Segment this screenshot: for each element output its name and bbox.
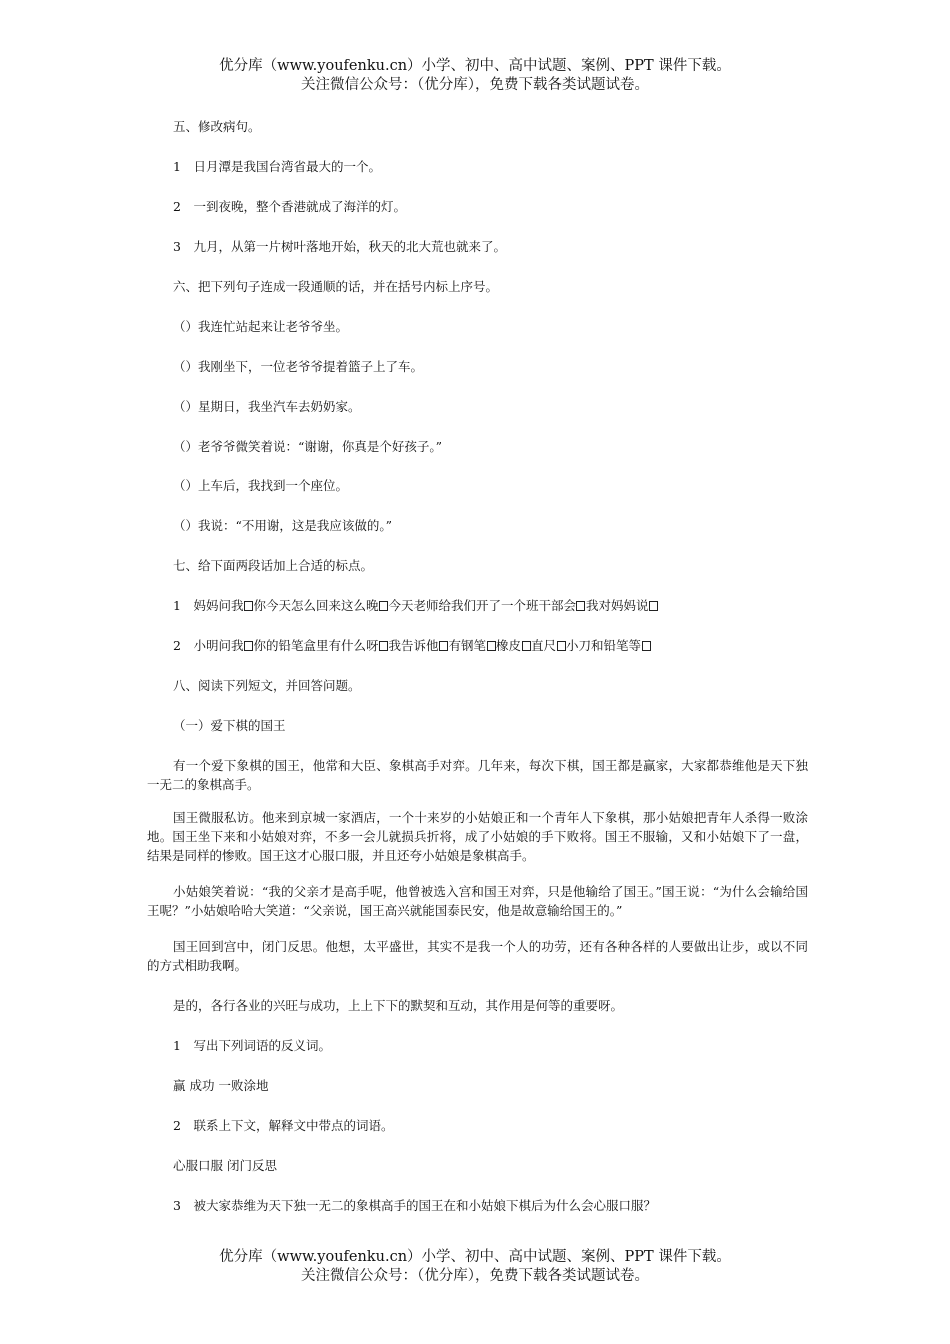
missing-punctuation-box — [522, 641, 531, 651]
missing-punctuation-box — [379, 601, 388, 611]
paragraph-text: 国王回到宫中，闭门反思。他想，太平盛世，其实不是我一个人的功劳，还有各种各样的人要做出让步，或以不同的方式相助我啊。 — [147, 939, 808, 973]
item-2-part: 直尺 — [531, 638, 557, 653]
section-5-title: 五、修改病句。 — [173, 119, 261, 134]
paragraph-text: 国王微服私访。他来到京城一家酒店，一个十来岁的小姑娘正和一个青年人下象棋，那小姑娘把青年人杀得一败涂地。国王坐下来和小姑娘对弈，不多一会儿就损兵折将，成了小姑娘的手下败将。国王不服输，又和小姑娘下了一盘，结果是同样的惨败。国王这才心服口服，并且还夸小姑娘是象棋高手。 — [147, 810, 808, 863]
question-3: 3 被大家恭维为天下独一无二的象棋高手的国王在和小姑娘下棋后为什么会心服口服？ — [173, 1198, 656, 1213]
item-2-part: 小刀和铅笔等 — [566, 638, 642, 653]
missing-punctuation-box — [576, 601, 585, 611]
footer-line-2: 关注微信公众号：（优分库），免费下载各类试题试卷。 — [301, 1268, 649, 1284]
story-paragraph-4 — [147, 937, 808, 975]
story-paragraph-3 — [147, 882, 808, 920]
item-2-part: 2 小明问我 — [173, 638, 244, 653]
item-2-part: 我告诉他 — [388, 638, 439, 653]
missing-punctuation-box — [487, 641, 496, 651]
missing-punctuation-box — [379, 641, 388, 651]
missing-punctuation-box — [244, 641, 253, 651]
page-footer — [0, 1248, 950, 1286]
question-2-words: 心服口服 闭门反思 — [173, 1158, 277, 1173]
item-1-part: 我对妈妈说 — [585, 598, 649, 613]
footer-line-1: 优分库（www.youfenku.cn）小学、初中、高中试题、案例、PPT 课件下载。 — [219, 1249, 731, 1265]
section-8-title: 八、阅读下列短文，并回答问题。 — [173, 678, 361, 693]
item-2-part: 橡皮 — [496, 638, 522, 653]
item-1-part: 你今天怎么回来这么晚 — [253, 598, 379, 613]
section-7-item-1 — [173, 596, 808, 615]
header-line-1: 优分库（www.youfenku.cn）小学、初中、高中试题、案例、PPT 课件下载。 — [219, 58, 731, 74]
header-line-2: 关注微信公众号：（优分库），免费下载各类试题试卷。 — [301, 77, 649, 93]
item-2-part: 有钢笔 — [448, 638, 486, 653]
item-1-part: 今天老师给我们开了一个班干部会 — [388, 598, 576, 613]
section-6-item-6: （）我说：“不用谢，这是我应该做的。” — [173, 518, 393, 533]
section-6-item-5: （）上车后，我找到一个座位。 — [173, 478, 349, 493]
question-2: 2 联系上下文，解释文中带点的词语。 — [173, 1118, 394, 1133]
section-5-item-2: 2 一到夜晚，整个香港就成了海洋的灯。 — [173, 199, 406, 214]
section-6-item-1: （）我连忙站起来让老爷爷坐。 — [173, 319, 349, 334]
section-5-item-1: 1 日月潭是我国台湾省最大的一个。 — [173, 159, 381, 174]
item-1-part: 1 妈妈问我 — [173, 598, 244, 613]
missing-punctuation-box — [642, 641, 651, 651]
missing-punctuation-box — [244, 601, 253, 611]
section-7-item-2 — [173, 636, 808, 655]
missing-punctuation-box — [439, 641, 448, 651]
story-paragraph-5: 是的，各行各业的兴旺与成功，上上下下的默契和互动，其作用是何等的重要呀。 — [173, 998, 624, 1013]
story-paragraph-1 — [147, 756, 808, 794]
section-6-item-4: （）老爷爷微笑着说：“谢谢，你真是个好孩子。” — [173, 439, 443, 454]
section-6-item-2: （）我刚坐下，一位老爷爷提着篮子上了车。 — [173, 359, 424, 374]
story-paragraph-2 — [147, 808, 808, 865]
missing-punctuation-box — [649, 601, 658, 611]
paragraph-text: 有一个爱下象棋的国王，他常和大臣、象棋高手对弈。几年来，每次下棋，国王都是赢家，大家都恭维他是天下独一无二的象棋高手。 — [147, 758, 808, 792]
missing-punctuation-box — [557, 641, 566, 651]
section-6-item-3: （）星期日，我坐汽车去奶奶家。 — [173, 399, 361, 414]
question-1: 1 写出下列词语的反义词。 — [173, 1038, 331, 1053]
item-2-part: 你的铅笔盒里有什么呀 — [253, 638, 379, 653]
question-1-words: 赢 成功 一败涂地 — [173, 1078, 269, 1093]
paragraph-text: 小姑娘笑着说：“我的父亲才是高手呢，他曾被选入宫和国王对弈，只是他输给了国王。”国王说：“为什么会输给国王呢？”小姑娘哈哈大笑道：“父亲说，国王高兴就能国泰民安，他是故意输给国王的。” — [147, 884, 808, 918]
page-header — [0, 57, 950, 95]
section-6-title: 六、把下列句子连成一段通顺的话，并在括号内标上序号。 — [173, 279, 499, 294]
story-title: （一）爱下棋的国王 — [173, 718, 286, 733]
section-5-item-3: 3 九月，从第一片树叶落地开始，秋天的北大荒也就来了。 — [173, 239, 506, 254]
section-7-title: 七、给下面两段话加上合适的标点。 — [173, 558, 374, 573]
